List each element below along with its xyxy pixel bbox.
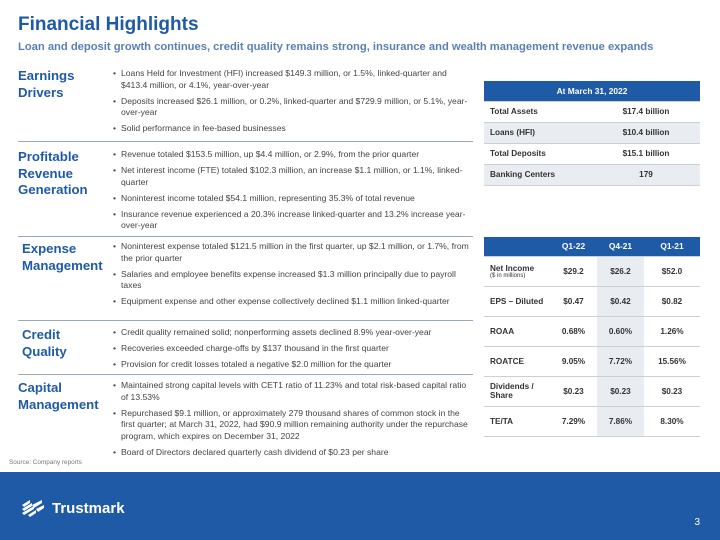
- snapshot-label: Total Assets: [484, 101, 592, 122]
- bullet-item: • Insurance revenue experienced a 20.3% increase linked-quarter and 13.2% increase year-over-year: [113, 209, 475, 232]
- bullet-item: • Noninterest income totaled $54.1 million, representing 35.3% of total revenue: [113, 193, 475, 205]
- metric-label: TE/TA: [484, 406, 550, 436]
- bullet-list: [113, 380, 475, 463]
- metric-label: ROAA: [484, 316, 550, 346]
- metric-value: 15.56%: [644, 346, 700, 376]
- metric-label: Dividends / Share: [484, 376, 550, 406]
- metrics-header-row: [484, 237, 700, 256]
- metrics-column-header: Q1-21: [644, 237, 700, 256]
- bullet-item: • Salaries and employee benefits expense increased $1.3 million principally due to payroll taxes: [113, 269, 475, 292]
- metric-value: $0.42: [597, 286, 644, 316]
- metric-value: 7.86%: [597, 406, 644, 436]
- section-divider: [18, 374, 473, 375]
- metric-value: $52.0: [644, 256, 700, 286]
- table-row: [484, 316, 700, 346]
- metric-value: 0.60%: [597, 316, 644, 346]
- bullet-item: • Recoveries exceeded charge-offs by $137 thousand in the first quarter: [113, 343, 475, 355]
- snapshot-value: $17.4 billion: [592, 101, 700, 122]
- metric-value: 7.72%: [597, 346, 644, 376]
- bullet-item: • Equipment expense and other expense collectively declined $1.1 million linked-quarter: [113, 296, 475, 308]
- source-note: Source: Company reports: [9, 459, 82, 466]
- section-title: Capital Management: [18, 380, 99, 412]
- bullet-item: • Credit quality remained solid; nonperforming assets declined 8.9% year-over-year: [113, 327, 475, 339]
- bullet-list: [113, 327, 475, 375]
- section-divider: [18, 320, 473, 321]
- metric-sublabel: ($ in millions): [490, 272, 526, 279]
- snapshot-value: $10.4 billion: [592, 122, 700, 143]
- snapshot-value: 179: [592, 164, 700, 185]
- section-divider: [18, 236, 473, 237]
- metric-label-text: Net Income: [490, 263, 535, 273]
- metric-value: $26.2: [597, 256, 644, 286]
- metric-value: $0.23: [550, 376, 597, 406]
- table-row: [484, 376, 700, 406]
- snapshot-header: At March 31, 2022: [484, 81, 700, 101]
- bullet-item: • Repurchased $9.1 million, or approximately 279 thousand shares of common stock in the first quarter; at March 31, 2022, had $90.9 million remaining authority under the repurchase program, which expires on December 31, 2022: [113, 408, 475, 443]
- bullet-item: • Provision for credit losses totaled a negative $2.0 million for the quarter: [113, 359, 475, 371]
- bullet-item: • Board of Directors declared quarterly cash dividend of $0.23 per share: [113, 447, 475, 459]
- metric-value: $0.47: [550, 286, 597, 316]
- company-logo: [20, 497, 125, 519]
- bullet-item: • Solid performance in fee-based businesses: [113, 123, 475, 135]
- snapshot-label: Total Deposits: [484, 143, 592, 164]
- metric-value: 8.30%: [644, 406, 700, 436]
- metric-value: $29.2: [550, 256, 597, 286]
- page-subtitle: Loan and deposit growth continues, credit quality remains strong, insurance and wealth management revenue expands: [18, 41, 654, 53]
- section-title: Earnings Drivers: [18, 68, 75, 100]
- bullet-item: • Revenue totaled $153.5 million, up $4.4 million, or 2.9%, from the prior quarter: [113, 149, 475, 161]
- table-row: [484, 143, 700, 164]
- bullet-list: [113, 68, 475, 139]
- bullet-item: • Loans Held for Investment (HFI) increased $149.3 million, or 1.5%, linked-quarter and $413.4 million, or 4.1%, year-over-year: [113, 68, 475, 91]
- bullet-item: • Maintained strong capital levels with CET1 ratio of 11.23% and total risk-based capital ratio of 13.53%: [113, 380, 475, 403]
- page-number: 3: [694, 517, 700, 528]
- metric-label: [484, 256, 550, 286]
- logo-text: Trustmark: [52, 499, 125, 517]
- metric-value: 0.68%: [550, 316, 597, 346]
- metric-value: 7.29%: [550, 406, 597, 436]
- metrics-column-header: Q4-21: [597, 237, 644, 256]
- metrics-table: [484, 237, 700, 437]
- section-title: Profitable Revenue Generation: [18, 149, 88, 197]
- bullet-item: • Noninterest expense totaled $121.5 million in the first quarter, up $2.1 million, or 1.7%, from the prior quarter: [113, 241, 475, 264]
- metric-value: 1.26%: [644, 316, 700, 346]
- metrics-column-header: Q1-22: [550, 237, 597, 256]
- metric-value: 9.05%: [550, 346, 597, 376]
- snapshot-table: [484, 81, 700, 186]
- snapshot-label: Banking Centers: [484, 164, 592, 185]
- bullet-list: [113, 241, 475, 312]
- section-title: Credit Quality: [22, 327, 67, 359]
- table-row: [484, 122, 700, 143]
- section-title: Expense Management: [22, 241, 103, 273]
- section-divider: [18, 141, 473, 142]
- page-title: Financial Highlights: [18, 14, 199, 35]
- table-row: [484, 101, 700, 122]
- metric-value: $0.23: [644, 376, 700, 406]
- metric-label: EPS – Diluted: [484, 286, 550, 316]
- table-row: [484, 406, 700, 436]
- metric-value: $0.82: [644, 286, 700, 316]
- metric-value: $0.23: [597, 376, 644, 406]
- metric-label: ROATCE: [484, 346, 550, 376]
- bullet-item: • Net interest income (FTE) totaled $102.3 million, an increase $1.1 million, or 1.1%, linked-quarter: [113, 165, 475, 188]
- logo-mark-icon: [20, 497, 46, 519]
- bullet-list: [113, 149, 475, 236]
- table-row: [484, 256, 700, 286]
- snapshot-label: Loans (HFI): [484, 122, 592, 143]
- table-row: [484, 346, 700, 376]
- metrics-header-blank: [484, 237, 550, 256]
- bullet-item: • Deposits increased $26.1 million, or 0.2%, linked-quarter and $729.9 million, or 5.1%, year-over-year: [113, 96, 475, 119]
- table-row: [484, 164, 700, 185]
- table-row: [484, 286, 700, 316]
- snapshot-value: $15.1 billion: [592, 143, 700, 164]
